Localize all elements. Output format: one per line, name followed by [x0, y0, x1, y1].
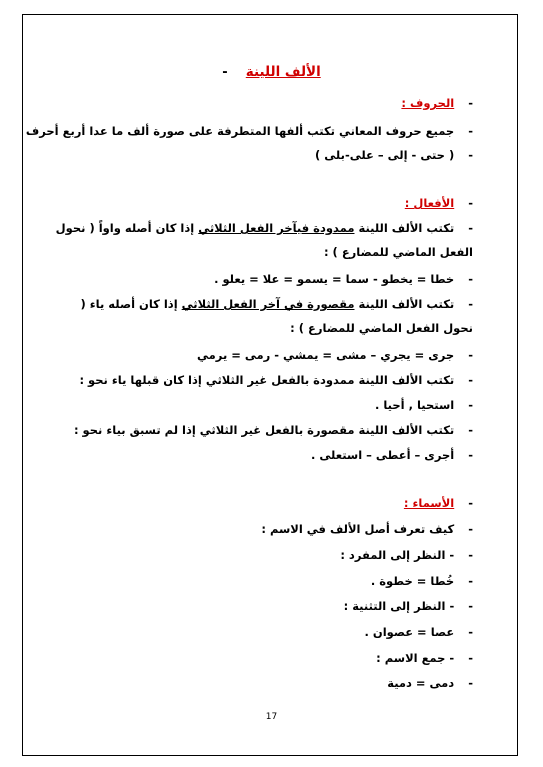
verbs-rule-2: -تكتب الألف اللينة مقصورة في آخر الفعل الثلاثي إذا كان أصله ياء ( نحول الفعل الماضي للمضارع ) : — [80, 297, 473, 335]
nouns-example-3: -دمى = دمية — [387, 676, 473, 690]
nouns-example-2: -عصا = عصوان . — [364, 625, 473, 639]
nouns-method-2: -- النظر إلى التثنية : — [343, 599, 473, 613]
page-number: 17 — [265, 712, 278, 722]
nouns-question: -كيف تعرف أصل الألف في الاسم : — [261, 522, 473, 536]
nouns-method-1: -- النظر إلى المفرد : — [340, 548, 473, 562]
verbs-example-3: -استحيا , أحيا . — [374, 398, 473, 412]
verbs-rule-4: -تكتب الألف اللينة مقصورة بالفعل غير الثلاثي إذا لم تسبق بياء نحو : — [73, 423, 473, 437]
title-dash: - — [222, 65, 228, 80]
verbs-example-2: -جرى = يجري – مشى = يمشي - رمى = يرمي — [197, 348, 473, 362]
page-title — [0, 64, 543, 80]
title-text: الألف اللينة — [245, 64, 321, 80]
verbs-rule-3: -تكتب الألف اللينة ممدودة بالفعل غير الثلاثي إذا كان قبلها ياء نحو : — [79, 373, 473, 387]
verbs-example-4: -أجرى – أعطى – استعلى . — [311, 448, 473, 462]
letters-exceptions: -( حتى - إلى – على-بلى ) — [315, 148, 473, 162]
verbs-rule-1: -تكتب الألف اللينة ممدودة فيآخر الفعل الثلاثي إذا كان أصله واواً ( نحول الفعل الماضي للمضارع ) : — [55, 221, 473, 259]
nouns-method-3: -- جمع الاسم : — [376, 651, 473, 665]
heading-letters: -الحروف : — [401, 96, 473, 110]
heading-nouns: -الأسماء : — [403, 496, 473, 510]
heading-verbs: -الأفعال : — [404, 196, 473, 210]
nouns-example-1: -خُطا = خطوة . — [370, 574, 473, 588]
letters-rule: -جميع حروف المعاني تكتب ألفها المتطرفة على صورة ألف ما عدا أربع أحرف — [25, 124, 473, 138]
verbs-example-1: -خطا = يخطو - سما = يسمو = علا = يعلو . — [214, 272, 473, 286]
